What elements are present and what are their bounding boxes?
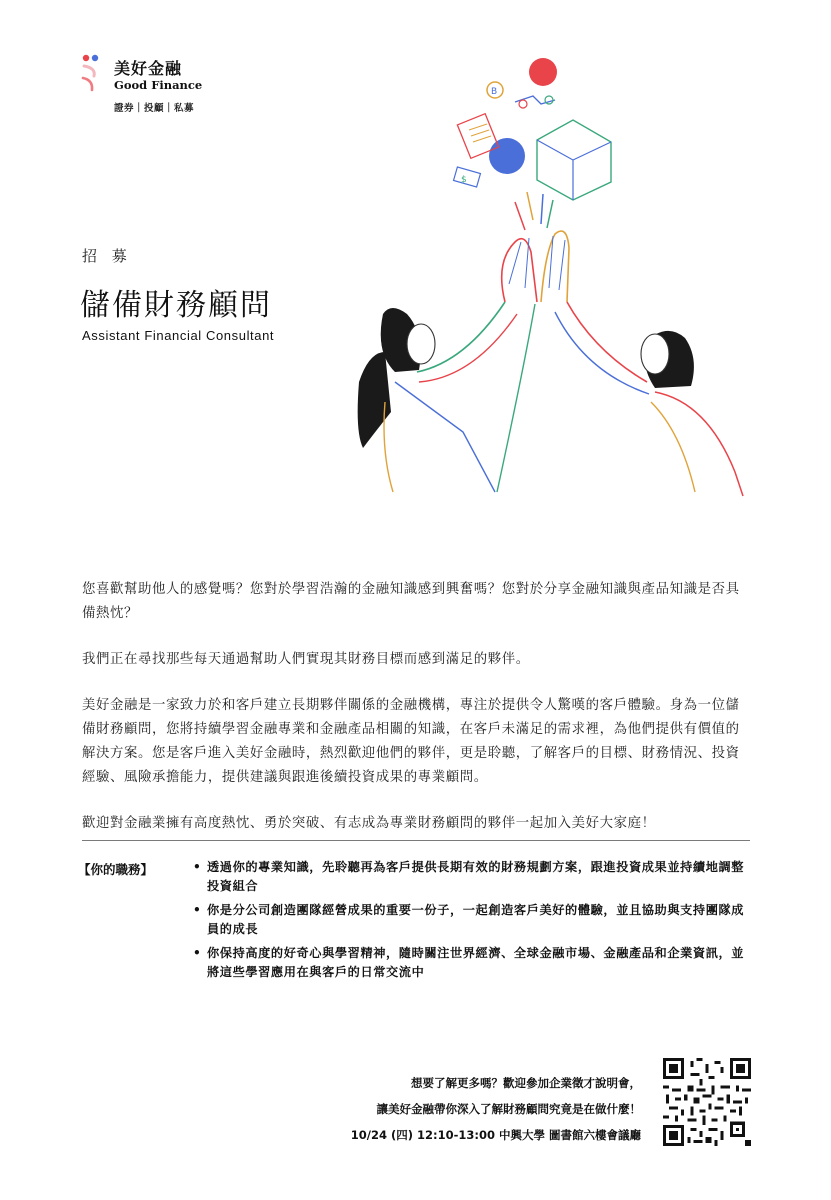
intro-section [82,578,752,858]
bullet-icon: • [193,860,202,874]
event-info [351,1070,641,1148]
brand-services: 證券｜投顧｜私募 [114,103,195,114]
event-line-2: 讓美好金融帶你深入了解財務顧問究竟是在做什麼！ [376,1102,641,1116]
duty-item [193,858,753,896]
duties-list [193,858,753,987]
brand-logo-icon [80,52,106,94]
svg-text:$: $ [461,175,467,185]
duty-text: 透過你的專業知識，先聆聽再為客戶提供長期有效的財務規劃方案，跟進投資成果並持續地調整投資組合 [207,860,745,893]
page-subtitle: Assistant Financial Consultant [82,328,275,343]
high-five-illustration-icon [355,52,755,500]
duty-text: 你是分公司創造團隊經營成果的重要一份子，一起創造客戶美好的體驗，並且協助與支持團隊成員的成長 [207,903,745,936]
brand-name-zh: 美好金融 [114,59,183,78]
intro-paragraph: 歡迎對金融業擁有高度熱忱、勇於突破、有志成為專業財務顧問的夥伴一起加入美好大家庭！ [82,816,656,831]
duties-label: 【你的職務】 [78,862,154,877]
duty-text: 你保持高度的好奇心與學習精神，隨時關注世界經濟、全球金融市場、金融產品和企業資訊，並將這些學習應用在與客戶的日常交流中 [207,946,745,979]
svg-text:B: B [491,87,498,97]
page-title: 儲備財務顧問 [80,288,272,323]
bullet-icon: • [193,903,202,917]
qr-code-icon[interactable] [663,1058,751,1146]
intro-paragraph: 我們正在尋找那些每天通過幫助人們實現其財務目標而感到滿足的夥伴。 [82,652,530,667]
intro-paragraph: 美好金融是一家致力於和客戶建立長期夥伴關係的金融機構，專注於提供令人驚嘆的客戶體驗。身為一位儲備財務顧問，您將持續學習金融專業和金融產品相關的知識，在客戶未滿足的需求裡，為他們提供有價值的解決方案。您是客戶進入美好金融時，熱烈歡迎他們的夥伴，更是聆聽，了解客戶的目標、財務情況、投資經驗、風險承擔能力，提供建議與跟進後續投資成果的專業顧問。 [82,698,740,785]
event-line-1: 想要了解更多嗎？歡迎參加企業徵才說明會， [411,1076,641,1090]
bullet-icon: • [193,946,202,960]
intro-paragraph: 您喜歡幫助他人的感覺嗎？您對於學習浩瀚的金融知識感到興奮嗎？您對於分享金融知識與產品知識是否具備熱忱？ [82,582,740,621]
event-line-3[interactable]: 10/24 (四) 12:10-13:00 中興大學 圖書館六樓會議廳 [350,1128,641,1142]
recruit-label: 招 募 [82,247,132,265]
duty-item [193,901,753,939]
section-divider [82,840,750,841]
duty-item [193,944,753,982]
brand-name-en: Good Finance [114,78,203,92]
